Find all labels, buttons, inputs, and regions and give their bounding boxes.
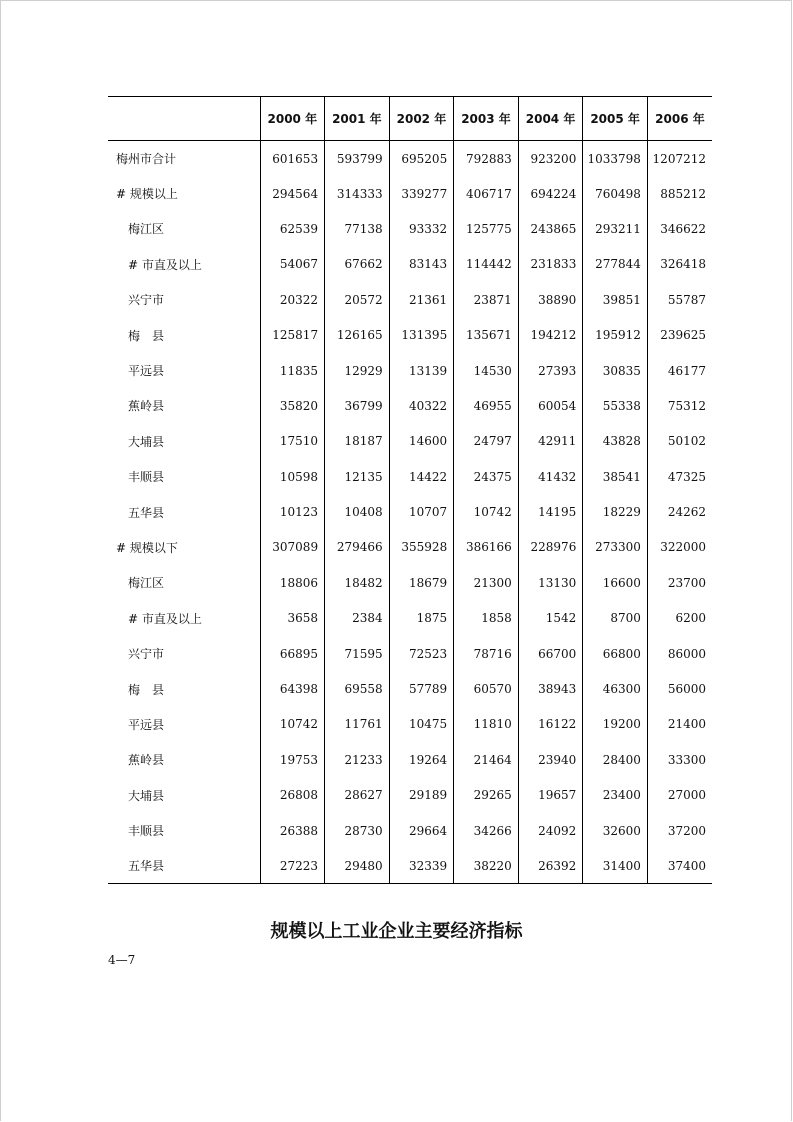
table-row xyxy=(108,459,712,494)
value-cell: 26808 xyxy=(260,778,325,813)
row-label: 蕉岭县 xyxy=(128,399,165,414)
table-row xyxy=(108,636,712,671)
value-cell: 14422 xyxy=(389,459,454,494)
table-row xyxy=(108,424,712,459)
value-cell: 66895 xyxy=(260,636,325,671)
value-cell: 1858 xyxy=(454,601,519,636)
value-cell: 19657 xyxy=(518,778,583,813)
value-cell: 60054 xyxy=(518,388,583,423)
value-cell: 24375 xyxy=(454,459,519,494)
value-cell: 21400 xyxy=(647,707,712,742)
value-cell: 239625 xyxy=(647,317,712,352)
table-row xyxy=(108,565,712,600)
value-cell: 792883 xyxy=(454,141,519,176)
value-cell: 279466 xyxy=(325,530,390,565)
value-cell: 46300 xyxy=(583,671,648,706)
value-cell: 194212 xyxy=(518,317,583,352)
value-cell: 21300 xyxy=(454,565,519,600)
value-cell: 8700 xyxy=(583,601,648,636)
year-header: 2003 年 xyxy=(454,97,519,141)
value-cell: 69558 xyxy=(325,671,390,706)
value-cell: 114442 xyxy=(454,247,519,282)
year-header: 2005 年 xyxy=(583,97,648,141)
page-number: 4—7 xyxy=(108,953,136,967)
value-cell: 77138 xyxy=(325,211,390,246)
value-cell: 16600 xyxy=(583,565,648,600)
value-cell: 47325 xyxy=(647,459,712,494)
value-cell: 19200 xyxy=(583,707,648,742)
value-cell: 38541 xyxy=(583,459,648,494)
value-cell: 57789 xyxy=(389,671,454,706)
value-cell: 10475 xyxy=(389,707,454,742)
value-cell: 10742 xyxy=(260,707,325,742)
value-cell: 18187 xyxy=(325,424,390,459)
value-cell: 32600 xyxy=(583,813,648,848)
value-cell: 55338 xyxy=(583,388,648,423)
value-cell: 32339 xyxy=(389,848,454,883)
value-cell: 31400 xyxy=(583,848,648,883)
value-cell: 78716 xyxy=(454,636,519,671)
value-cell: 33300 xyxy=(647,742,712,777)
table-row xyxy=(108,530,712,565)
section-title: 规模以上工业企业主要经济指标 xyxy=(270,921,523,942)
row-label: 蕉岭县 xyxy=(128,753,165,768)
table-row xyxy=(108,247,712,282)
row-label: # 市直及以上 xyxy=(128,611,202,626)
table-row xyxy=(108,601,712,636)
table-row xyxy=(108,778,712,813)
value-cell: 885212 xyxy=(647,176,712,211)
value-cell: 56000 xyxy=(647,671,712,706)
value-cell: 694224 xyxy=(518,176,583,211)
value-cell: 62539 xyxy=(260,211,325,246)
value-cell: 12135 xyxy=(325,459,390,494)
value-cell: 42911 xyxy=(518,424,583,459)
value-cell: 11761 xyxy=(325,707,390,742)
value-cell: 24797 xyxy=(454,424,519,459)
row-label: 丰顺县 xyxy=(128,824,165,839)
table-row xyxy=(108,211,712,246)
value-cell: 125775 xyxy=(454,211,519,246)
value-cell: 593799 xyxy=(325,141,390,176)
value-cell: 21464 xyxy=(454,742,519,777)
value-cell: 41432 xyxy=(518,459,583,494)
table-row xyxy=(108,282,712,317)
row-label: 梅江区 xyxy=(128,576,165,591)
value-cell: 601653 xyxy=(260,141,325,176)
value-cell: 86000 xyxy=(647,636,712,671)
value-cell: 21233 xyxy=(325,742,390,777)
value-cell: 39851 xyxy=(583,282,648,317)
value-cell: 18482 xyxy=(325,565,390,600)
value-cell: 126165 xyxy=(325,317,390,352)
value-cell: 66700 xyxy=(518,636,583,671)
value-cell: 195912 xyxy=(583,317,648,352)
value-cell: 40322 xyxy=(389,388,454,423)
value-cell: 27000 xyxy=(647,778,712,813)
value-cell: 29265 xyxy=(454,778,519,813)
value-cell: 243865 xyxy=(518,211,583,246)
row-label: 五华县 xyxy=(128,505,165,520)
value-cell: 93332 xyxy=(389,211,454,246)
value-cell: 1207212 xyxy=(647,141,712,176)
value-cell: 29189 xyxy=(389,778,454,813)
value-cell: 67662 xyxy=(325,247,390,282)
year-header: 2002 年 xyxy=(389,97,454,141)
value-cell: 18229 xyxy=(583,494,648,529)
value-cell: 13139 xyxy=(389,353,454,388)
value-cell: 294564 xyxy=(260,176,325,211)
value-cell: 37400 xyxy=(647,848,712,883)
value-cell: 60570 xyxy=(454,671,519,706)
value-cell: 18679 xyxy=(389,565,454,600)
value-cell: 406717 xyxy=(454,176,519,211)
row-label: 五华县 xyxy=(108,848,260,883)
statistics-table xyxy=(108,96,712,884)
row-label: 平远县 xyxy=(128,364,165,379)
value-cell: 29480 xyxy=(325,848,390,883)
value-cell: 3658 xyxy=(260,601,325,636)
value-cell: 10123 xyxy=(260,494,325,529)
table-row xyxy=(108,671,712,706)
value-cell: 20322 xyxy=(260,282,325,317)
value-cell: 27223 xyxy=(260,848,325,883)
value-cell: 20572 xyxy=(325,282,390,317)
value-cell: 6200 xyxy=(647,601,712,636)
value-cell: 2384 xyxy=(325,601,390,636)
table-row xyxy=(108,813,712,848)
value-cell: 43828 xyxy=(583,424,648,459)
value-cell: 273300 xyxy=(583,530,648,565)
year-header: 2006 年 xyxy=(647,97,712,141)
table-row xyxy=(108,176,712,211)
value-cell: 13130 xyxy=(518,565,583,600)
value-cell: 71595 xyxy=(325,636,390,671)
table-row xyxy=(108,848,712,883)
value-cell: 326418 xyxy=(647,247,712,282)
row-label: 平远县 xyxy=(128,717,165,732)
value-cell: 46177 xyxy=(647,353,712,388)
value-cell: 17510 xyxy=(260,424,325,459)
value-cell: 54067 xyxy=(260,247,325,282)
value-cell: 11810 xyxy=(454,707,519,742)
value-cell: 695205 xyxy=(389,141,454,176)
row-label: 梅江区 xyxy=(128,222,165,237)
row-label: 大埔县 xyxy=(128,434,165,449)
value-cell: 36799 xyxy=(325,388,390,423)
value-cell: 38890 xyxy=(518,282,583,317)
value-cell: 55787 xyxy=(647,282,712,317)
value-cell: 26392 xyxy=(518,848,583,883)
value-cell: 75312 xyxy=(647,388,712,423)
value-cell: 131395 xyxy=(389,317,454,352)
value-cell: 64398 xyxy=(260,671,325,706)
value-cell: 14530 xyxy=(454,353,519,388)
value-cell: 314333 xyxy=(325,176,390,211)
value-cell: 29664 xyxy=(389,813,454,848)
table-row xyxy=(108,317,712,352)
value-cell: 38943 xyxy=(518,671,583,706)
value-cell: 135671 xyxy=(454,317,519,352)
value-cell: 28627 xyxy=(325,778,390,813)
table-row xyxy=(108,742,712,777)
value-cell: 27393 xyxy=(518,353,583,388)
value-cell: 24262 xyxy=(647,494,712,529)
row-label: 梅州市合计 xyxy=(116,152,177,167)
value-cell: 37200 xyxy=(647,813,712,848)
value-cell: 23700 xyxy=(647,565,712,600)
value-cell: 346622 xyxy=(647,211,712,246)
value-cell: 23871 xyxy=(454,282,519,317)
value-cell: 12929 xyxy=(325,353,390,388)
value-cell: 21361 xyxy=(389,282,454,317)
value-cell: 10598 xyxy=(260,459,325,494)
value-cell: 28730 xyxy=(325,813,390,848)
value-cell: 231833 xyxy=(518,247,583,282)
value-cell: 18806 xyxy=(260,565,325,600)
table-row xyxy=(108,707,712,742)
value-cell: 14195 xyxy=(518,494,583,529)
row-label: 梅 县 xyxy=(128,682,165,697)
value-cell: 23940 xyxy=(518,742,583,777)
value-cell: 355928 xyxy=(389,530,454,565)
value-cell: 26388 xyxy=(260,813,325,848)
value-cell: 386166 xyxy=(454,530,519,565)
value-cell: 10707 xyxy=(389,494,454,529)
row-label: 大埔县 xyxy=(128,788,165,803)
table-row xyxy=(108,141,712,176)
row-label: # 市直及以上 xyxy=(128,257,202,272)
value-cell: 46955 xyxy=(454,388,519,423)
value-cell: 83143 xyxy=(389,247,454,282)
header-blank-cell xyxy=(108,97,260,141)
table-row xyxy=(108,353,712,388)
value-cell: 228976 xyxy=(518,530,583,565)
value-cell: 10408 xyxy=(325,494,390,529)
row-label: 梅 县 xyxy=(128,328,165,343)
value-cell: 50102 xyxy=(647,424,712,459)
value-cell: 28400 xyxy=(583,742,648,777)
value-cell: 125817 xyxy=(260,317,325,352)
value-cell: 11835 xyxy=(260,353,325,388)
value-cell: 277844 xyxy=(583,247,648,282)
row-label: # 规模以下 xyxy=(116,540,178,555)
value-cell: 34266 xyxy=(454,813,519,848)
value-cell: 16122 xyxy=(518,707,583,742)
value-cell: 14600 xyxy=(389,424,454,459)
value-cell: 24092 xyxy=(518,813,583,848)
value-cell: 30835 xyxy=(583,353,648,388)
value-cell: 322000 xyxy=(647,530,712,565)
row-label: 丰顺县 xyxy=(128,470,165,485)
value-cell: 307089 xyxy=(260,530,325,565)
value-cell: 10742 xyxy=(454,494,519,529)
row-label: 兴宁市 xyxy=(128,293,165,308)
value-cell: 1875 xyxy=(389,601,454,636)
value-cell: 72523 xyxy=(389,636,454,671)
table-row xyxy=(108,388,712,423)
value-cell: 760498 xyxy=(583,176,648,211)
value-cell: 35820 xyxy=(260,388,325,423)
table-row xyxy=(108,494,712,529)
value-cell: 923200 xyxy=(518,141,583,176)
table-header-row xyxy=(108,97,712,141)
year-header: 2000 年 xyxy=(260,97,325,141)
year-header: 2004 年 xyxy=(518,97,583,141)
row-label: # 规模以上 xyxy=(116,187,178,202)
value-cell: 339277 xyxy=(389,176,454,211)
value-cell: 293211 xyxy=(583,211,648,246)
value-cell: 38220 xyxy=(454,848,519,883)
row-label: 兴宁市 xyxy=(128,647,165,662)
value-cell: 1542 xyxy=(518,601,583,636)
value-cell: 19264 xyxy=(389,742,454,777)
value-cell: 19753 xyxy=(260,742,325,777)
value-cell: 66800 xyxy=(583,636,648,671)
year-header: 2001 年 xyxy=(325,97,390,141)
value-cell: 23400 xyxy=(583,778,648,813)
value-cell: 1033798 xyxy=(583,141,648,176)
table-body xyxy=(108,141,712,884)
